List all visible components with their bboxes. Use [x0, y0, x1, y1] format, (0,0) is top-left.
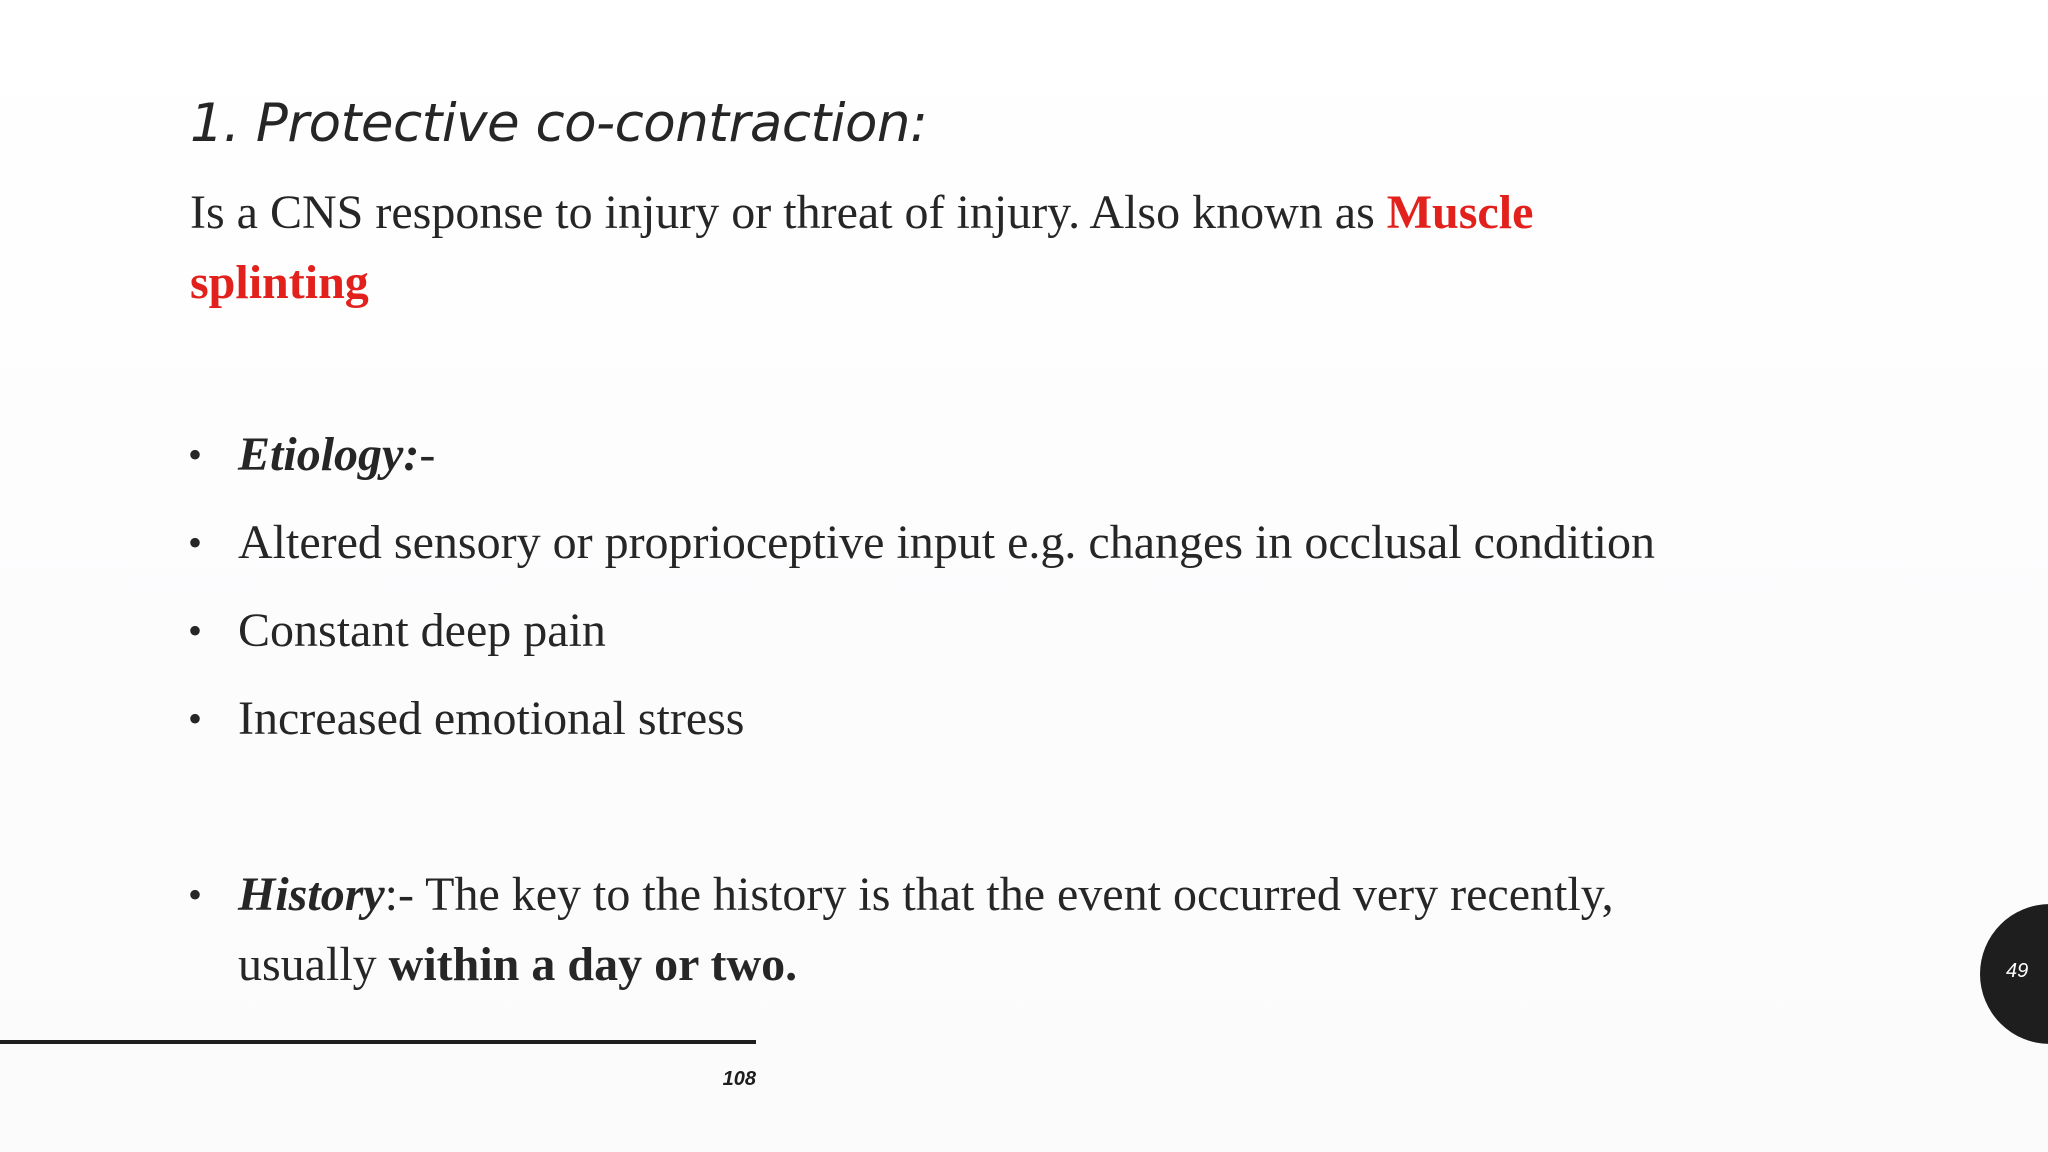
history-heading: History	[238, 868, 385, 921]
etiology-heading: Etiology:	[238, 428, 420, 481]
etiology-heading-suffix: -	[419, 428, 436, 481]
bullet-dot: •	[188, 520, 203, 565]
bullet-dot: •	[188, 608, 203, 653]
bullet-text	[238, 420, 1738, 490]
intro-highlight: Muscle splinting	[190, 186, 1534, 309]
bullet-dot: •	[188, 696, 203, 741]
bullet-text	[238, 860, 1738, 1000]
slide-title: 1. Protective co-contraction:	[190, 93, 928, 154]
bullet-text: Increased emotional stress	[238, 692, 745, 745]
footer-divider	[0, 1040, 756, 1044]
intro-paragraph	[190, 178, 1670, 318]
intro-text: Is a CNS response to injury or threat of injury. Also known as	[190, 186, 1387, 239]
slide-number: 49	[2006, 960, 2029, 982]
history-emphasis: within a day or two.	[388, 938, 798, 991]
history-text: :- The key to the history is that the event occurred very recently, usually	[238, 868, 1614, 991]
bullet-text: Altered sensory or proprioceptive input e.g. changes in occlusal condition	[238, 516, 1655, 569]
bullet-dot: •	[188, 872, 203, 917]
footer-page-number: 108	[722, 1068, 756, 1090]
bullet-dot: •	[188, 432, 203, 477]
bullet-text: Constant deep pain	[238, 604, 606, 657]
